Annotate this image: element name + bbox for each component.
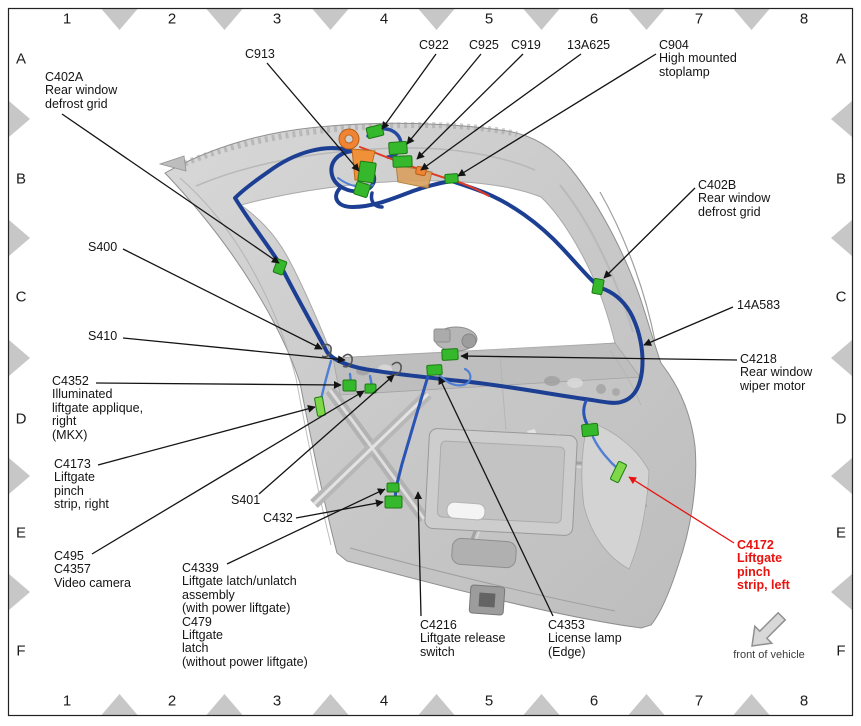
callout-line: assembly xyxy=(182,587,235,602)
grid-col-top-3: 3 xyxy=(272,10,282,28)
frame-marker-right-2 xyxy=(831,220,852,256)
frame-marker-right-3 xyxy=(831,340,852,376)
callout-c402a xyxy=(45,71,117,111)
callout-c4218 xyxy=(740,353,812,393)
frame-marker-top-2 xyxy=(207,9,243,30)
callout-line: C913 xyxy=(245,47,275,61)
callout-line: latch xyxy=(182,641,209,656)
grid-row-right-E: E xyxy=(835,524,847,542)
grid-col-bottom-7: 7 xyxy=(694,692,704,710)
callout-line: 14A583 xyxy=(737,298,781,312)
frame-marker-left-4 xyxy=(9,458,30,494)
grid-col-top-5: 5 xyxy=(484,10,494,28)
grid-col-top-4: 4 xyxy=(379,10,389,28)
rear-wiper-motor xyxy=(434,327,477,351)
callout-14a583 xyxy=(737,299,780,312)
callout-c432 xyxy=(263,512,293,525)
callout-line: S410 xyxy=(88,329,118,343)
connector-c402b xyxy=(592,278,604,295)
callout-line: C402A xyxy=(45,70,84,84)
callout-line: C432 xyxy=(263,511,293,525)
license-plate-recess xyxy=(424,428,577,536)
leader-14a583 xyxy=(644,307,733,345)
callout-line: wiper motor xyxy=(740,378,806,393)
frame-marker-bottom-7 xyxy=(734,694,770,715)
callout-line: (without power liftgate) xyxy=(182,654,308,669)
callout-line: Liftgate xyxy=(182,628,224,643)
callout-c4353 xyxy=(548,619,622,659)
callout-c919 xyxy=(511,39,541,52)
frame-marker-top-7 xyxy=(734,9,770,30)
frame-marker-bottom-2 xyxy=(207,694,243,715)
callout-c904 xyxy=(659,39,737,79)
grid-col-bottom-4: 4 xyxy=(379,692,389,710)
frame-marker-bottom-4 xyxy=(419,694,455,715)
grid-col-bottom-1: 1 xyxy=(62,692,72,710)
grid-col-top-8: 8 xyxy=(799,10,809,28)
frame-marker-top-6 xyxy=(629,9,665,30)
connector-c4354 xyxy=(581,423,598,437)
frame-marker-right-4 xyxy=(831,458,852,494)
connector-c4353 xyxy=(427,364,443,375)
callout-line: S400 xyxy=(88,240,118,254)
grid-row-right-A: A xyxy=(835,50,847,68)
callout-line: C904 xyxy=(659,38,689,52)
liftgate-latch xyxy=(469,585,505,615)
callout-line: Liftgate release xyxy=(420,631,506,646)
callout-line: strip, right xyxy=(54,497,109,512)
frame-marker-top-5 xyxy=(524,9,560,30)
callout-line: (MKX) xyxy=(52,427,88,442)
callout-c4216 xyxy=(420,619,505,659)
frame-marker-right-1 xyxy=(831,101,852,137)
connector-c904 xyxy=(445,174,459,184)
callout-c4339 xyxy=(182,562,308,669)
callout-line: 13A625 xyxy=(567,38,611,52)
grid-row-right-B: B xyxy=(835,170,847,188)
callout-line: Liftgate xyxy=(54,470,96,485)
callout-line: strip, left xyxy=(737,578,790,593)
callout-line: C402B xyxy=(698,178,737,192)
callout-line: C4352 xyxy=(52,374,89,388)
callout-line: C4218 xyxy=(740,352,777,366)
connector-c432 xyxy=(385,496,402,508)
frame-marker-top-1 xyxy=(102,9,138,30)
callout-s400 xyxy=(88,241,117,254)
callout-c913 xyxy=(245,48,275,61)
callout-s410 xyxy=(88,330,117,343)
callout-line: (with power liftgate) xyxy=(182,601,291,616)
callout-c495 xyxy=(54,550,131,590)
callout-c4352 xyxy=(52,375,143,442)
callout-line: defrost grid xyxy=(45,96,108,111)
frame-marker-bottom-5 xyxy=(524,694,560,715)
grid-row-left-C: C xyxy=(15,288,27,306)
front-of-vehicle-label: front of vehicle xyxy=(733,649,805,661)
callout-c402b xyxy=(698,179,770,219)
connector-c4352 xyxy=(343,380,356,391)
frame-marker-left-2 xyxy=(9,220,30,256)
callout-c4173 xyxy=(54,458,109,512)
grid-row-right-D: D xyxy=(835,410,847,428)
grid-row-left-A: A xyxy=(15,50,27,68)
callout-line: C4357 xyxy=(54,562,91,577)
frame-marker-bottom-3 xyxy=(313,694,349,715)
callout-s401 xyxy=(231,494,260,507)
callout-line: C479 xyxy=(182,614,212,629)
frame-marker-left-1 xyxy=(9,101,30,137)
frame-marker-left-3 xyxy=(9,340,30,376)
callout-line: pinch xyxy=(737,564,771,579)
grid-col-bottom-3: 3 xyxy=(272,692,282,710)
frame-marker-top-3 xyxy=(313,9,349,30)
callout-line: C495 xyxy=(54,549,84,563)
frame-marker-right-5 xyxy=(831,574,852,610)
callout-line: C4339 xyxy=(182,561,219,575)
connector-c4218 xyxy=(442,349,459,361)
leader-c402b xyxy=(604,188,695,278)
callout-13a625 xyxy=(567,39,610,52)
grid-row-left-B: B xyxy=(15,170,27,188)
callout-line: Rear window xyxy=(45,83,118,98)
callout-line: (Edge) xyxy=(548,644,586,659)
grid-col-bottom-5: 5 xyxy=(484,692,494,710)
callout-line: C4216 xyxy=(420,618,457,632)
grid-col-bottom-2: 2 xyxy=(167,692,177,710)
connector-c919 xyxy=(393,156,412,168)
callout-line: C919 xyxy=(511,38,541,52)
callout-line: stoplamp xyxy=(659,64,710,79)
grid-col-top-1: 1 xyxy=(62,10,72,28)
callout-line: Rear window xyxy=(698,191,771,206)
callout-line: defrost grid xyxy=(698,204,761,219)
callout-line: right xyxy=(52,414,77,429)
callout-line: C4173 xyxy=(54,457,91,471)
callout-c922 xyxy=(419,39,449,52)
callout-c925 xyxy=(469,39,499,52)
callout-line: Liftgate xyxy=(737,551,783,566)
callout-c4172 xyxy=(737,539,790,593)
callout-line: Video camera xyxy=(54,575,131,590)
grid-col-top-2: 2 xyxy=(167,10,177,28)
grid-col-top-6: 6 xyxy=(589,10,599,28)
callout-line: C4353 xyxy=(548,618,585,632)
callout-line: Rear window xyxy=(740,365,813,380)
callout-line: liftgate applique, xyxy=(52,400,144,415)
connector-c913-a xyxy=(358,161,377,183)
callout-line: Liftgate latch/unlatch xyxy=(182,574,297,589)
callout-line: C925 xyxy=(469,38,499,52)
frame-marker-bottom-1 xyxy=(102,694,138,715)
callout-line: C4172 xyxy=(737,538,774,552)
callout-line: pinch xyxy=(54,483,84,498)
frame-marker-bottom-6 xyxy=(629,694,665,715)
grid-row-left-E: E xyxy=(15,524,27,542)
frame-marker-left-5 xyxy=(9,574,30,610)
callout-line: S401 xyxy=(231,493,261,507)
front-of-vehicle-arrow xyxy=(744,608,791,655)
connector-c925 xyxy=(389,141,408,154)
grid-row-right-C: C xyxy=(835,288,847,306)
grid-row-right-F: F xyxy=(836,642,846,660)
grid-row-left-D: D xyxy=(15,410,27,428)
connector-c4339 xyxy=(387,483,399,492)
callout-line: License lamp xyxy=(548,631,622,646)
callout-line: Illuminated xyxy=(52,387,113,402)
callout-line: High mounted xyxy=(659,51,737,66)
grid-col-bottom-8: 8 xyxy=(799,692,809,710)
grid-col-bottom-6: 6 xyxy=(589,692,599,710)
callout-line: switch xyxy=(420,644,455,659)
grid-col-top-7: 7 xyxy=(694,10,704,28)
grid-row-left-F: F xyxy=(16,642,26,660)
callout-line: C922 xyxy=(419,38,449,52)
frame-marker-top-4 xyxy=(419,9,455,30)
